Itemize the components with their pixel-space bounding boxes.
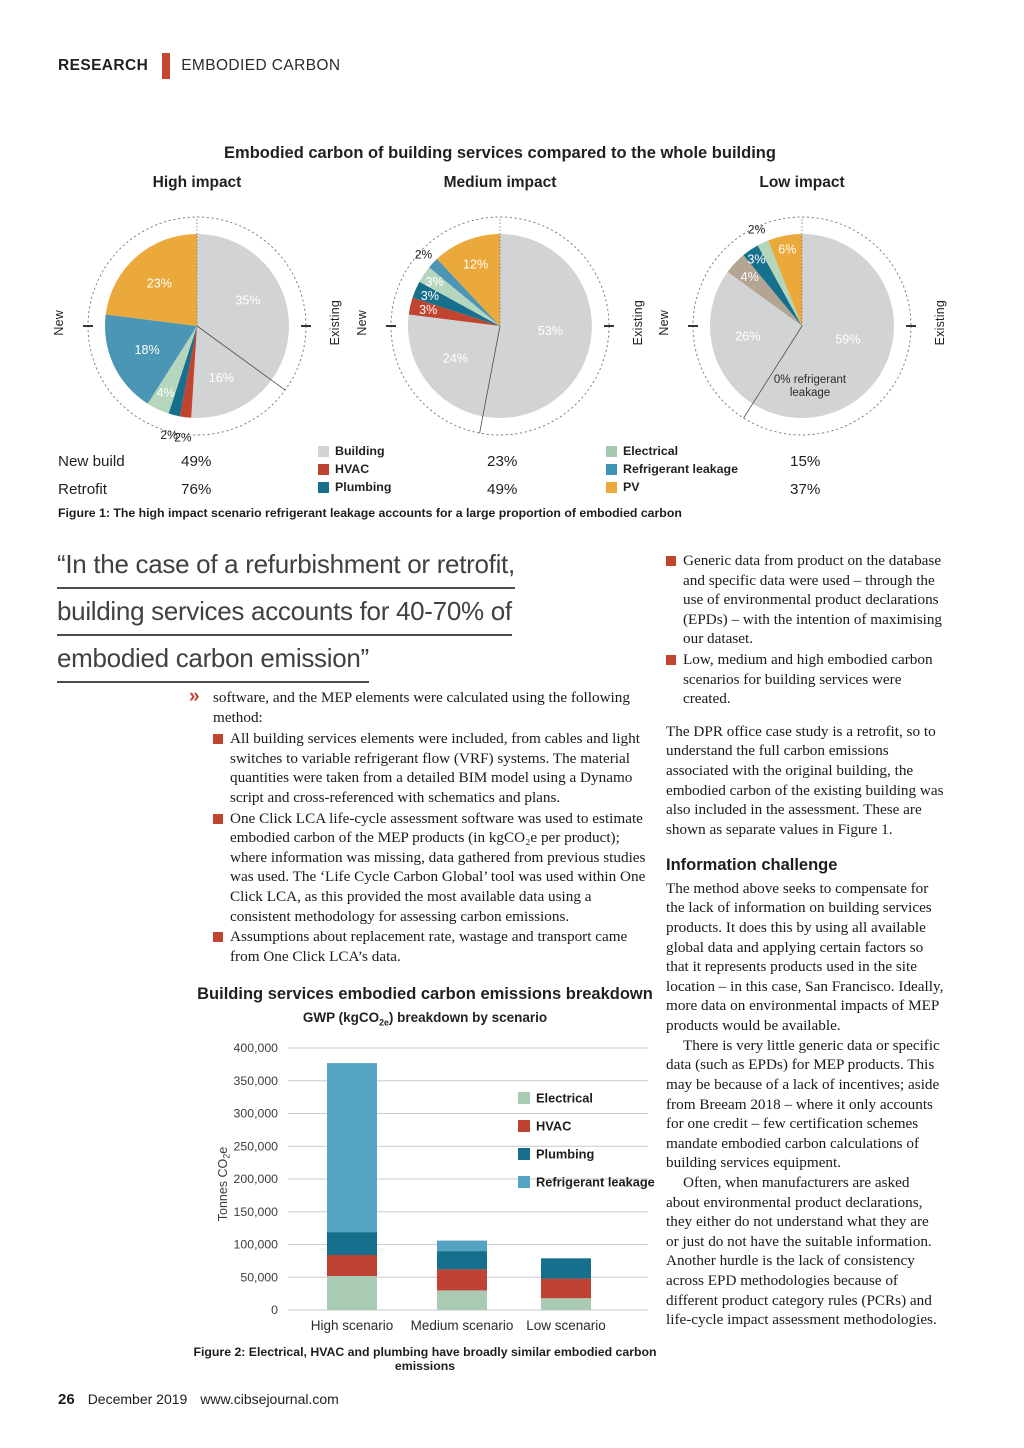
figure1-caption: Figure 1: The high impact scenario refrigerant leakage accounts for a large proportion of embodied carbon: [58, 506, 682, 520]
medium-new-build-value: 23%: [487, 453, 518, 470]
svg-text:4%: 4%: [740, 270, 759, 285]
svg-text:Tonnes CO2e: Tonnes $CO_2e$: [216, 1146, 232, 1221]
pie-svg-low: [677, 198, 927, 450]
svg-text:3%: 3%: [419, 303, 438, 318]
axis-label-new: New: [657, 310, 671, 336]
kicker-topic: EMBODIED CARBON: [181, 57, 341, 74]
pie-svg-medium: [375, 198, 625, 450]
svg-text:400,000: 400,000: [233, 1040, 278, 1055]
svg-text:250,000: 250,000: [233, 1139, 278, 1154]
pie-svg-high: [72, 198, 322, 450]
information-challenge-heading: Information challenge: [666, 855, 838, 874]
paragraph: Often, when manufacturers are asked about environmental product declarations, they either do not understand what they are or just do not have the suitable information. Another hurdle is the lack of consistency across EPD methodologies because of different product category rules (PCRs) and life-cycle impact assessment methodologies.: [666, 1173, 937, 1329]
continuation-chevron-icon: »: [189, 686, 200, 707]
method-bullet-list: [213, 729, 649, 966]
legend-item-hvac: HVAC: [318, 462, 391, 476]
legend-swatch: [606, 482, 617, 493]
svg-text:18%: 18%: [134, 342, 160, 357]
svg-text:leakage: leakage: [789, 387, 831, 399]
svg-text:HVAC: HVAC: [536, 1118, 572, 1134]
svg-text:High scenario: High scenario: [310, 1317, 394, 1333]
high-new-build-value: 49%: [181, 453, 212, 470]
svg-text:23%: 23%: [146, 276, 172, 291]
paragraph: The method above seeks to compensate for the lack of information on building services products. It does this by using all available global data and applying certain factors so that it represents products used in the site location – in this case, San Francisco. Ideally, more data on environmental impacts of MEP products would be available.: [666, 879, 944, 1035]
svg-text:0: 0: [271, 1302, 278, 1317]
svg-text:24%: 24%: [442, 351, 468, 366]
svg-text:26%: 26%: [735, 329, 761, 344]
pie-chart-high-impact: [52, 168, 342, 460]
quote-line-2: building services accounts for 40-70% of: [57, 596, 512, 636]
new-build-label: New build: [58, 453, 125, 470]
pie-chart-medium-impact: [355, 168, 645, 460]
legend-building-systems: [318, 444, 391, 494]
svg-text:59%: 59%: [835, 332, 861, 347]
svg-text:0% refrigerant: 0% refrigerant: [773, 374, 847, 386]
low-new-build-value: 15%: [790, 453, 821, 470]
journal-url: www.cibsejournal.com: [200, 1391, 339, 1407]
svg-text:Electrical: Electrical: [536, 1090, 593, 1106]
svg-text:200,000: 200,000: [233, 1171, 278, 1186]
axis-label-new: New: [52, 310, 66, 336]
axis-label-existing: Existing: [328, 300, 342, 346]
section-kicker: [58, 53, 341, 79]
svg-text:2%: 2%: [414, 247, 433, 262]
svg-text:35%: 35%: [235, 293, 261, 308]
pie-title-medium: Medium impact: [443, 174, 557, 191]
svg-text:2%: 2%: [160, 428, 178, 442]
figure1-summary-row: [0, 444, 1024, 506]
legend-item-building: Building: [318, 444, 391, 458]
paragraph: There is very little generic data or specific data (such as EPDs) for MEP products. This may be because of a lack of incentives; aside from Breeam 2018 – where it only accounts for one credit – few certification schemes mandate embodied carbon calculations of building services equipment.: [666, 1036, 940, 1172]
axis-label-existing: Existing: [631, 300, 645, 346]
pie-title-low: Low impact: [759, 174, 845, 191]
svg-text:6%: 6%: [778, 242, 797, 257]
data-bullet-list: [666, 551, 944, 709]
pie-chart-low-impact: [657, 168, 947, 460]
svg-text:16%: 16%: [208, 370, 234, 385]
svg-text:Low scenario: Low scenario: [526, 1317, 606, 1333]
legend-item-pv: PV: [606, 480, 738, 494]
body-column-left: [213, 688, 649, 968]
legend-item-refrigerant: Refrigerant leakage: [606, 462, 738, 476]
retrofit-label: Retrofit: [58, 481, 107, 498]
quote-line-1: “In the case of a refurbishment or retrofit,: [57, 549, 515, 589]
axis-label-existing: Existing: [933, 300, 947, 346]
svg-text:12%: 12%: [462, 257, 489, 272]
svg-text:3%: 3%: [425, 274, 444, 289]
svg-text:100,000: 100,000: [233, 1237, 278, 1252]
quote-line-3: embodied carbon emission”: [57, 643, 369, 683]
svg-text:4%: 4%: [156, 385, 175, 400]
figure2-subtitle: GWP (kgCO$_{2e}$) breakdown by scenario: [302, 1010, 548, 1028]
dpr-paragraph: The DPR office case study is a retrofit, so to understand the full carbon emissions associated with the original building, the embodied carbon of the existing building was also included in the assessment. These are shown as separate values in Figure 1.: [666, 722, 944, 838]
figure2-block: [190, 985, 660, 1373]
svg-text:53%: 53%: [537, 324, 564, 339]
high-retrofit-value: 76%: [181, 481, 212, 498]
bullet-item: One Click LCA life-cycle assessment software was used to estimate embodied carbon of the MEP products (in kgCO₂e per product); where information was missing, data gathered from previous studies was used. The ‘Life Cycle Carbon Global’ tool was used within One Click LCA, as this provided the most available data using a consistent methodology for assessing carbon emissions.: [213, 809, 649, 927]
figure2-caption: Figure 2: Electrical, HVAC and plumbing have broadly similar embodied carbon emissions: [193, 1344, 657, 1373]
svg-text:3%: 3%: [747, 252, 766, 267]
bullet-item: Assumptions about replacement rate, wastage and transport came from One Click LCA’s data.: [213, 927, 649, 966]
svg-text:150,000: 150,000: [233, 1204, 278, 1219]
axis-label-new: New: [355, 310, 369, 336]
page-footer: [58, 1391, 339, 1408]
svg-text:Medium scenario: Medium scenario: [410, 1317, 514, 1333]
svg-text:2%: 2%: [174, 430, 192, 445]
svg-text:350,000: 350,000: [233, 1073, 278, 1088]
svg-text:2%: 2%: [747, 222, 766, 237]
bullet-item: All building services elements were included, from cables and light switches to variable refrigerant flow (VRF) systems. The material quantities were taken from a detailed BIM model using a Dynamo script and cross-referenced with schematics and plans.: [213, 729, 649, 807]
medium-retrofit-value: 49%: [487, 481, 518, 498]
svg-text:Refrigerant leakage: Refrigerant leakage: [536, 1174, 655, 1190]
page-number: 26: [58, 1391, 75, 1408]
low-retrofit-value: 37%: [790, 481, 821, 498]
legend-item-electrical: Electrical: [606, 444, 738, 458]
kicker-research: RESEARCH: [58, 57, 149, 74]
svg-text:3%: 3%: [420, 289, 440, 303]
svg-text:Plumbing: Plumbing: [536, 1146, 595, 1162]
svg-text:300,000: 300,000: [233, 1106, 278, 1121]
issue-date: December 2019: [87, 1391, 188, 1407]
stacked-bar-chart: [200, 1034, 662, 1342]
figure1-title: Embodied carbon of building services compared to the whole building: [224, 144, 776, 162]
red-bar-divider: [162, 53, 170, 79]
pull-quote: [57, 549, 657, 690]
svg-text:50,000: 50,000: [240, 1270, 278, 1285]
intro-paragraph: software, and the MEP elements were calculated using the following method:: [213, 689, 630, 726]
pie-title-high: High impact: [152, 174, 242, 191]
figure2-title: Building services embodied carbon emissions breakdown: [197, 985, 653, 1003]
legend-swatch: [606, 446, 617, 457]
legend-other-systems: [606, 444, 738, 494]
bullet-item: Generic data from product on the database and specific data were used – through the use of environmental product declarations (EPDs) – with the intention of maximising our dataset.: [666, 551, 944, 649]
legend-swatch: [318, 446, 329, 457]
body-column-right: [666, 549, 944, 1330]
bullet-item: Low, medium and high embodied carbon scenarios for building services were created.: [666, 650, 944, 709]
legend-item-plumbing: Plumbing: [318, 480, 391, 494]
legend-swatch: [606, 464, 617, 475]
legend-swatch: [318, 482, 329, 493]
legend-swatch: [318, 464, 329, 475]
